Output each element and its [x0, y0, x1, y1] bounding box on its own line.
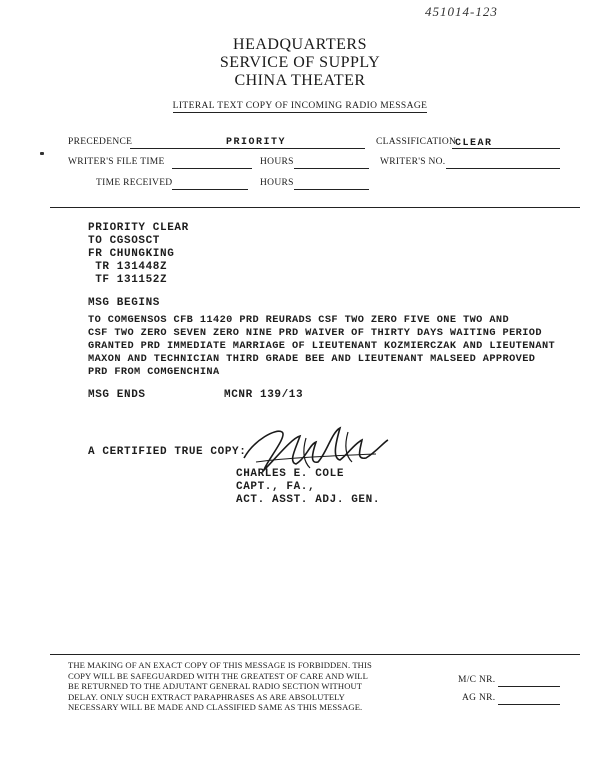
hours-label: HOURS: [260, 157, 294, 167]
mc-nr-label: M/C NR.: [458, 675, 496, 685]
margin-mark: [40, 152, 44, 155]
footer-notice-line-3: BE RETURNED TO THE ADJUTANT GENERAL RADIO SECTION WITHOUT: [68, 681, 363, 691]
message-body-line-3: GRANTED PRD IMMEDIATE MARRIAGE OF LIEUTENANT KOZMIERCZAK AND LIEUTENANT: [88, 340, 556, 352]
header-line-headquarters: HEADQUARTERS: [233, 36, 367, 53]
writers-no-line: [446, 157, 560, 169]
writers-file-time-label: WRITER'S FILE TIME: [68, 157, 165, 167]
header-line-service-of-supply: SERVICE OF SUPPLY: [219, 54, 381, 71]
footer-notice-line-5: NECESSARY WILL BE MADE AND CLASSIFIED SAME AS THIS MESSAGE.: [68, 702, 363, 712]
hours-line-2: [294, 178, 369, 190]
writers-no-label: WRITER'S NO.: [380, 157, 446, 167]
message-body-line-1: TO COMGENSOS CFB 11420 PRD REURADS CSF TWO ZERO FIVE ONE TWO AND: [88, 314, 510, 326]
footer-notice-line-4: DELAY. ONLY SUCH EXTRACT PARAPHRASES AS ARE ABSOLUTELY: [68, 691, 345, 702]
mcnr-number: MCNR 139/13: [224, 389, 304, 401]
footer-notice-line-2: COPY WILL BE SAFEGUARDED WITH THE GREATEST OF CARE AND WILL: [68, 670, 368, 681]
header-line-china-theater: CHINA THEATER: [234, 72, 366, 89]
message-body-line-5: PRD FROM COMGENCHINA: [88, 366, 220, 378]
header-rule: [50, 207, 580, 208]
message-header-line-1: PRIORITY CLEAR: [88, 222, 189, 234]
msg-begins: MSG BEGINS: [88, 297, 161, 309]
footer-rule: [50, 654, 580, 655]
message-header-line-5: TF 131152Z: [88, 274, 168, 286]
document-number: 451014-123: [425, 4, 498, 19]
hours-line: [294, 157, 369, 169]
message-body-line-4: MAXON AND TECHNICIAN THIRD GRADE BEE AND LIEUTENANT MALSEED APPROVED: [88, 353, 536, 365]
message-header-line-2: TO CGSOSCT: [88, 235, 161, 247]
writers-file-time-line: [172, 157, 252, 169]
ag-nr-line: [498, 693, 560, 705]
message-body-line-2: CSF TWO ZERO SEVEN ZERO NINE PRD WAIVER OF THIRTY DAYS WAITING PERIOD: [88, 327, 542, 339]
precedence-value: PRIORITY: [226, 137, 287, 148]
certified-true-copy-label: A CERTIFIED TRUE COPY:: [88, 446, 247, 458]
form-title-text: LITERAL TEXT COPY OF INCOMING RADIO MESSAGE: [172, 101, 428, 111]
footer-notice-line-1: THE MAKING OF AN EXACT COPY OF THIS MESSAGE IS FORBIDDEN. THIS: [68, 660, 372, 670]
classification-label: CLASSIFICATION: [376, 137, 457, 147]
footer-notice: [68, 660, 428, 713]
classification-value: CLEAR: [455, 138, 493, 149]
hours-label-2: HOURS: [260, 178, 294, 188]
mc-nr-line: [498, 675, 560, 687]
signer-rank: CAPT., FA.,: [236, 481, 316, 493]
signer-name: CHARLES E. COLE: [236, 468, 345, 480]
signer-title: ACT. ASST. ADJ. GEN.: [236, 494, 381, 506]
ag-nr-label: AG NR.: [462, 693, 496, 703]
form-title: [0, 101, 600, 111]
message-header-line-3: FR CHUNGKING: [88, 248, 175, 260]
msg-ends: MSG ENDS: [88, 389, 146, 401]
time-received-line: [172, 178, 248, 190]
time-received-label: TIME RECEIVED: [96, 178, 173, 188]
message-header-line-4: TR 131448Z: [88, 261, 168, 273]
precedence-label: PRECEDENCE: [68, 137, 133, 147]
